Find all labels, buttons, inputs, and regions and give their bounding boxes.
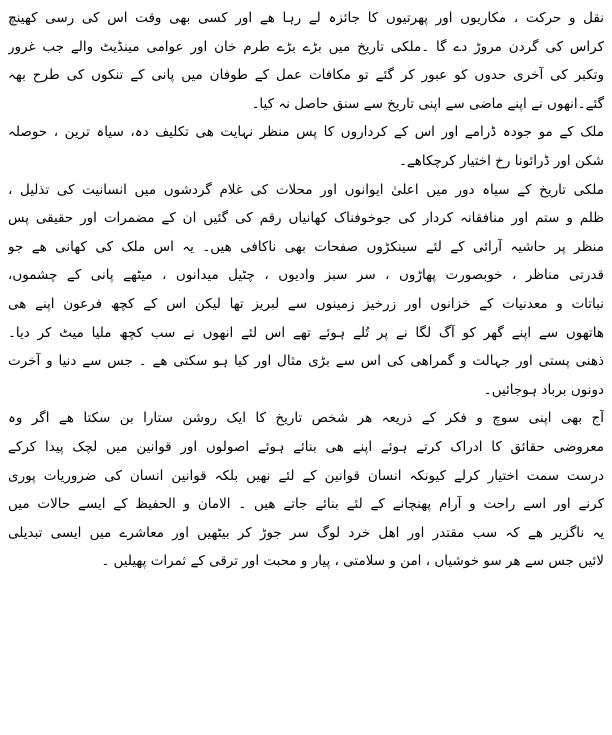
text-line: قدرتی مناظر ، خوبصورت پھاڑوں ، سر سبز وادیوں ، چٹیل میدانوں ، میٹھے پانی کے چشموں،	[8, 267, 604, 284]
text-line: کرنے اور اسے راحت و آرام پھنچانے کے لئے بنائے جاتے ھیں ۔ الامان و الحفیظ کے ایسے حالات میں	[8, 496, 604, 513]
text-line: ملکی تاریخ کے سیاہ دور میں اعلیٰ ایوانوں اور محلات کی غلام گردشوں میں انسانیت کی تذلیل ،	[8, 181, 604, 198]
text-line: وتکبر کی آخری حدوں کو عبور کر گئے تو مکافات عمل کے طوفان میں پانی کے تنکوں کی طرح بھہ	[8, 67, 604, 84]
text-line: دونوں برباد ہوجائیں۔	[483, 381, 604, 398]
text-line: درست سمت اختیار کرلے کیونکہ انسان قوانین کے لئے نھیں بلکہ قوانین انسان کی ضروریات پوری	[8, 467, 604, 484]
text-line: ذھنی پستی اور جہالت و گمراھی کی اس سے بڑی مثال اور کیا ہو سکتی ھے ۔ جس سے دنیا و آخرت	[8, 353, 604, 370]
text-line: ملک کے مو جودہ ڈرامے اور اس کے کرداروں کا پس منظر نہایت ھی تکلیف دہ، سیاہ ترین ، حوصلہ	[8, 124, 604, 141]
text-line: گئے۔انھوں نے اپنے ماضی سے اپنی تاریخ سے سنق حاصل نہ کیا۔	[251, 95, 604, 112]
text-line: کراس کی گردن مروڑ دے گا ۔ملکی تاریخ میں بڑے بڑے طرم خان اور عوامی مینڈیٹ والے جب غرور	[8, 38, 604, 55]
text-line: معروضی حقائق کا ادراک کرتے ہوئے اپنے ھی بنائے ہوئے اصولوں اور قوانین میں لچک پیدا کرکے	[8, 438, 604, 455]
text-line: یہ ناگزیر ھے کہ سب مقتدر اور اھل خرد لوگ سر جوڑ کر بیٹھیں اور معاشرے میں ایسی تبدیلی	[8, 524, 604, 541]
text-line: نقل و حرکت ، مکاریوں اور پھرتیوں کا جائزہ لے رہا ھے اور کسی بھی وقت اس کی رسی کھینچ	[8, 10, 604, 26]
text-line: لائیں جس سے ھر سو خوشیاں ، امن و سلامتی ، پیار و محبت اور ترقی کے ثمرات پھیلیں ۔	[101, 553, 604, 570]
text-line: ھاتھوں سے اپنے گھر کو آگ لگا نے پر تُلے ہوئے تھے اس لئے انھوں نے سب کچھ ملیا میٹ کر دیا۔	[8, 324, 604, 341]
paragraph-1	[8, 4, 604, 118]
text-line: آج بھی اپنی سوچ و فکر کے ذریعہ ھر شخص تاریخ کا ایک روشن ستارا بن سکتا ھے اگر وہ	[8, 410, 604, 427]
paragraph-4	[8, 404, 604, 576]
paragraph-3	[8, 176, 604, 405]
text-line: شکن اور ڈرائونا رخ اختیار کرچکاھے۔	[398, 152, 604, 169]
text-line: منظر پر حاشیہ آرائی کے لئے سینکڑوں صفحات بھی ناکافی ھیں۔ یہ اس ملک کی کھانی ھے جو	[8, 238, 604, 255]
text-line: ظلم و ستم اور منافقانہ کردار کی جوخوفناک کھانیاں رقم کی گئیں ان کے مضمرات اور حقیقی پس	[8, 210, 604, 227]
text-line: نباتات و معدنیات کے خزانوں اور زرخیز زمینوں سے لبریز تھا لیکن اس کے کچھ فرعون اپنے ھی	[8, 295, 604, 312]
paragraph-2	[8, 118, 604, 175]
